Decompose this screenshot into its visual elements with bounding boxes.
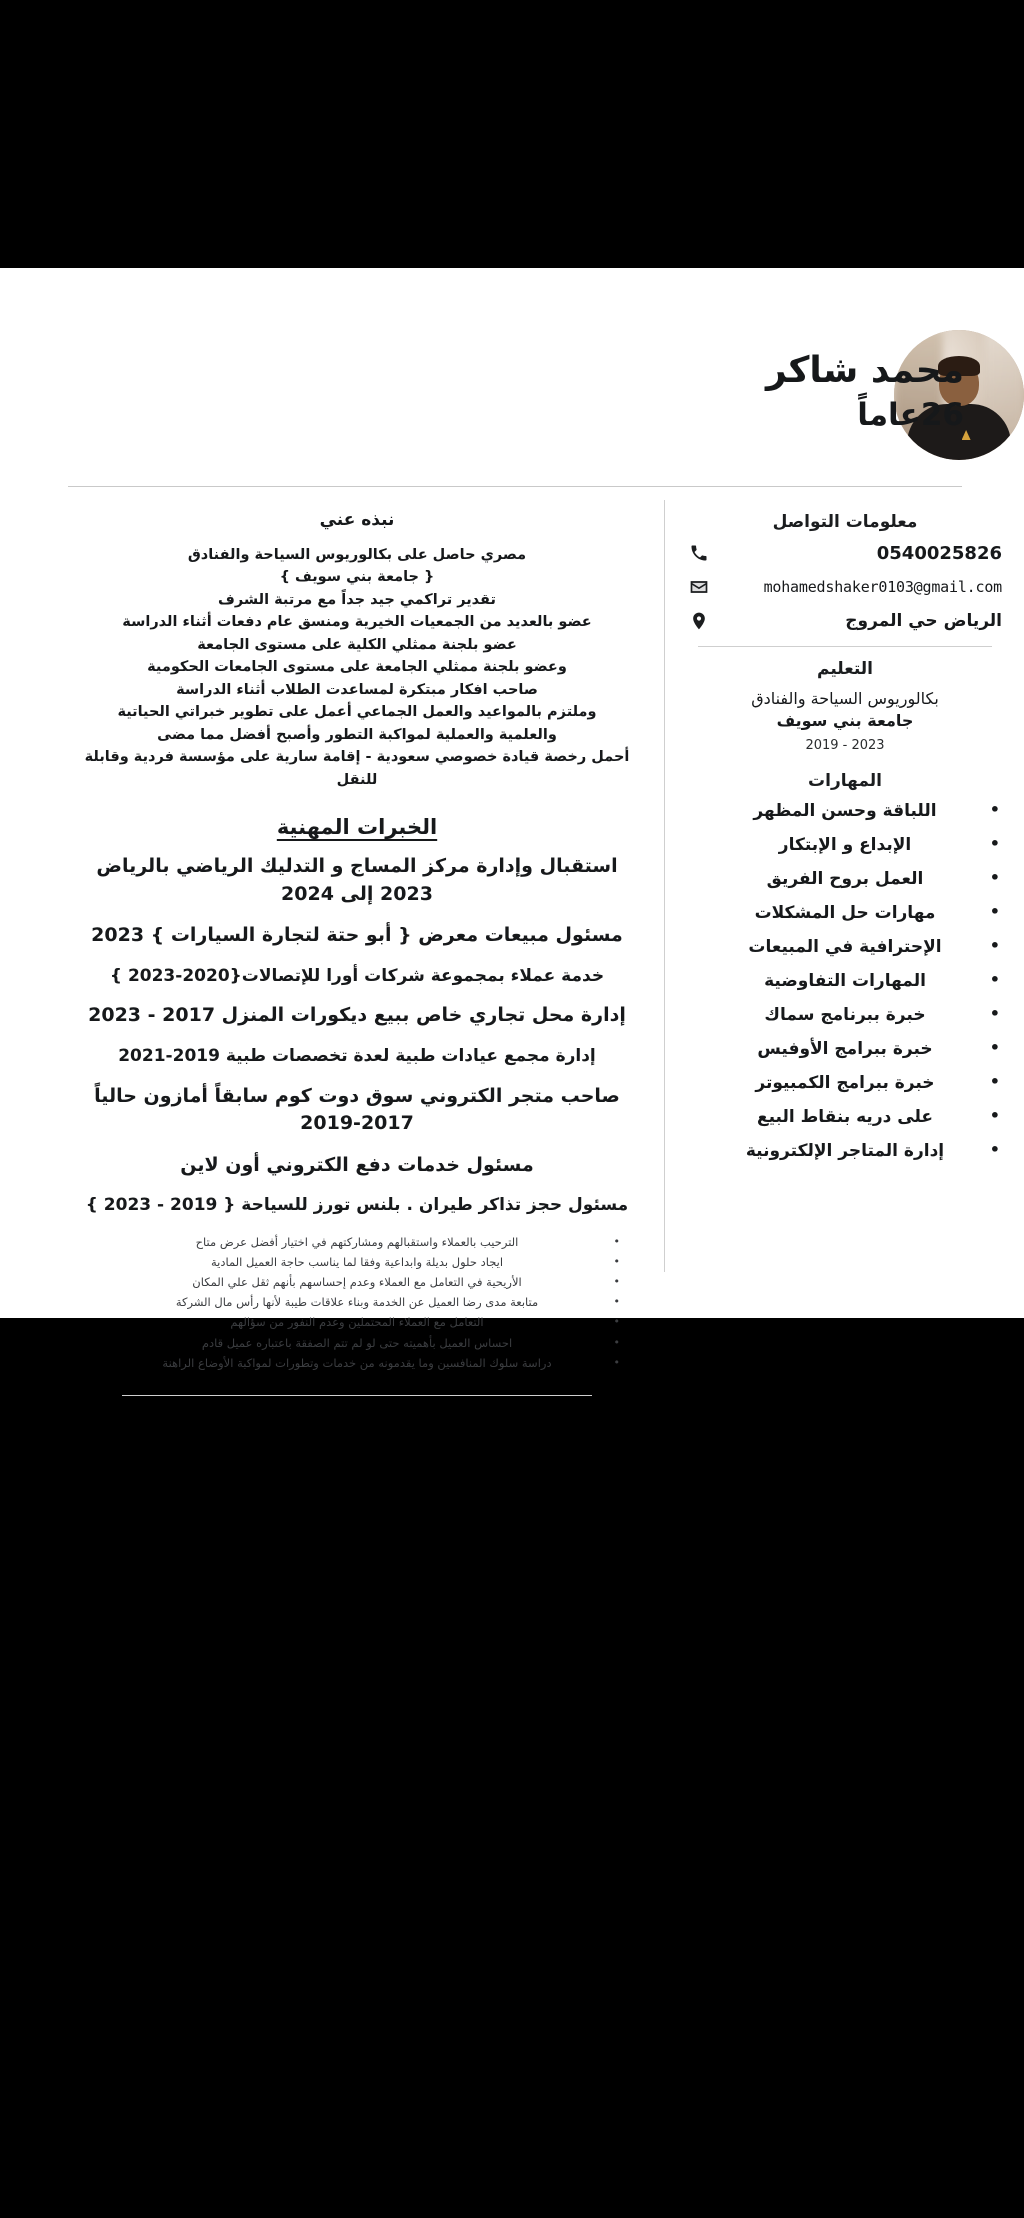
column-divider bbox=[664, 500, 665, 1272]
experience-item bbox=[62, 1002, 652, 1030]
bullet-item: التعامل مع العملاء المحتملين وعدم النفور من سؤالهم • bbox=[62, 1312, 652, 1332]
screen-bottom-letterbox bbox=[0, 1318, 1024, 2218]
experience-item-line1: خدمة عملاء بمجموعة شركات أورا للإتصالات{2020-2023 } bbox=[109, 965, 605, 986]
education-dates: 2019 - 2023 bbox=[805, 738, 885, 753]
experience-item-line1: مسئول خدمات دفع الكتروني أون لاين bbox=[180, 1153, 534, 1176]
about-line: عضو بلجنة ممثلي الكلية على مستوى الجامعة bbox=[197, 636, 517, 653]
about-line: وعضو بلجنة ممثلي الجامعة على مستوى الجامعات الحكومية bbox=[147, 659, 567, 676]
about-line: أحمل رخصة قيادة خصوصي سعودية - إقامة سارية على مؤسسة فردية وقابلة للنقل bbox=[84, 749, 630, 788]
bullet-item: احساس العميل بأهميته حتى لو لم تتم الصفقة باعتباره عميل قادم • bbox=[62, 1333, 652, 1353]
age-label: 26عاماً bbox=[857, 397, 964, 433]
skill-item: مهارات حل المشكلات • bbox=[688, 903, 1002, 923]
about-list bbox=[62, 544, 652, 791]
skills-section-title: المهارات bbox=[808, 771, 882, 791]
experience-section-title: الخبرات المهنية bbox=[276, 815, 438, 840]
experience-item bbox=[62, 1044, 652, 1069]
about-line: عضو بالعديد من الجمعيات الخيرية ومنسق عام دفعات أثناء الدراسة bbox=[122, 614, 592, 631]
about-line: صاحب افكار مبتكرة لمساعدت الطلاب أثناء الدراسة bbox=[176, 681, 538, 698]
contact-email-value: mohamedshaker0103@gmail.com bbox=[763, 578, 1002, 596]
skill-item: خبرة ببرامج الأوفيس • bbox=[688, 1039, 1002, 1059]
skill-item: إدارة المتاجر الإلكترونية • bbox=[688, 1141, 1002, 1161]
sidebar-divider-1 bbox=[698, 646, 992, 647]
about-section-title: نبذه عني bbox=[319, 510, 395, 530]
experience-item-line1: إدارة مجمع عيادات طبية لعدة تخصصات طبية 2019-2021 bbox=[118, 1045, 596, 1066]
name-block bbox=[766, 348, 964, 433]
about-line: وملتزم بالمواعيد والعمل الجماعي أعمل على تطوير خبراتي الحياتية bbox=[117, 704, 597, 721]
experience-item bbox=[62, 1193, 652, 1218]
contact-email-row bbox=[688, 576, 1002, 598]
experience-item-line1: إدارة محل تجاري خاص ببيع ديكورات المنزل 2017 - 2023 bbox=[88, 1004, 626, 1027]
bullet-item: الترحيب بالعملاء واستقبالهم ومشاركتهم في اختيار أفضل عرض متاح • bbox=[62, 1232, 652, 1252]
location-pin-icon bbox=[688, 610, 710, 632]
screen-top-letterbox bbox=[0, 0, 1024, 268]
experience-bullets bbox=[62, 1232, 652, 1373]
about-line: { جامعة بني سويف } bbox=[279, 569, 435, 586]
experience-item-line1: صاحب متجر الكتروني سوق دوت كوم سابقاً أمازون حالياً bbox=[94, 1084, 620, 1107]
skills-list bbox=[688, 801, 1002, 1161]
education-degree: بكالوريوس السياحة والفنادق bbox=[751, 689, 939, 708]
education-section-title: التعليم bbox=[817, 659, 873, 679]
skill-item: اللباقة وحسن المظهر • bbox=[688, 801, 1002, 821]
experience-item-line1: استقبال وإدارة مركز المساج و التدليك الرياضي بالرياض bbox=[96, 855, 618, 878]
about-line: والعلمية والعملية لمواكبة التطور وأصبح أفضل مما مضى bbox=[157, 726, 557, 743]
contact-phone-value: 0540025826 bbox=[876, 542, 1002, 564]
bullet-item: متابعة مدى رضا العميل عن الخدمة وبناء علاقات طيبة لأنها رأس مال الشركة • bbox=[62, 1292, 652, 1312]
bullet-item: الأريحية في التعامل مع العملاء وعدم إحساسهم بأنهم ثقل علي المكان • bbox=[62, 1272, 652, 1292]
experience-item bbox=[62, 1152, 652, 1180]
bullet-item: دراسة سلوك المنافسين وما يقدمونه من خدمات وتطورات لمواكبة الأوضاع الراهنة • bbox=[62, 1353, 652, 1373]
resume-page bbox=[0, 268, 1024, 1370]
skill-item: المهارات التفاوضية • bbox=[688, 971, 1002, 991]
experience-item-line2: 2019-2017 bbox=[300, 1112, 414, 1135]
contact-section-title: معلومات التواصل bbox=[772, 512, 918, 532]
experience-item bbox=[62, 964, 652, 989]
resume-header bbox=[0, 308, 1024, 483]
experience-item bbox=[62, 922, 652, 950]
contact-address-row bbox=[688, 610, 1002, 632]
footer-divider bbox=[122, 1395, 592, 1396]
contact-phone-row bbox=[688, 542, 1002, 564]
skill-item: الإبداع و الإبتكار • bbox=[688, 835, 1002, 855]
sidebar-column bbox=[672, 500, 1024, 1175]
experience-item bbox=[62, 853, 652, 908]
page-title: محمد شاكر bbox=[766, 350, 964, 391]
contact-address-value: الرياض حي المروج bbox=[845, 611, 1002, 631]
experience-item-line1: مسئول حجز تذاكر طيران . بلنس تورز للسياحة { 2019 - 2023 } bbox=[85, 1195, 629, 1216]
skill-item: العمل بروح الفريق • bbox=[688, 869, 1002, 889]
header-divider bbox=[68, 486, 962, 487]
bullet-item: ايجاد حلول بديلة وابداعية وفقا لما يناسب حاجة العميل المادية • bbox=[62, 1252, 652, 1272]
skill-item: الإحترافية في المبيعات • bbox=[688, 937, 1002, 957]
skill-item: على دريه بنقاط البيع • bbox=[688, 1107, 1002, 1127]
about-line: تقدير تراكمي جيد جداً مع مرتبة الشرف bbox=[218, 591, 496, 608]
experience-item bbox=[62, 1083, 652, 1138]
experience-item-line2: 2023 إلى 2024 bbox=[281, 882, 433, 905]
resume-columns bbox=[0, 500, 1024, 1370]
envelope-icon bbox=[688, 576, 710, 598]
experience-item-line1: مسئول مبيعات معرض { أبو حتة لتجارة السيارات } 2023 bbox=[91, 924, 623, 947]
main-column bbox=[52, 500, 652, 1396]
education-university: جامعة بني سويف bbox=[776, 711, 914, 730]
skill-item: خبرة ببرنامج سماك • bbox=[688, 1005, 1002, 1025]
about-line: مصري حاصل على بكالوريوس السياحة والفنادق bbox=[187, 547, 527, 563]
phone-icon bbox=[688, 542, 710, 564]
skill-item: خبرة ببرامج الكمبيوتر • bbox=[688, 1073, 1002, 1093]
